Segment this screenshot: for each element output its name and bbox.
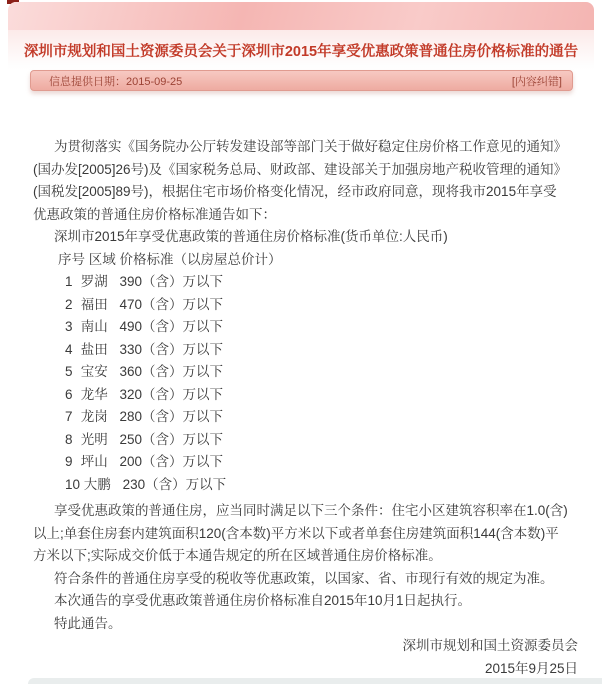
row-price: 490（含）万以下 [119,319,224,334]
table-row [33,451,568,474]
price-table-header: 序号 区域 价格标准（以房屋总价计） [58,251,282,267]
info-bar [30,70,573,91]
row-seq: 3 [65,319,73,334]
row-price: 230（含）万以下 [122,476,227,492]
table-row [33,406,568,429]
row-seq: 6 [65,386,73,402]
notice-card [8,2,594,684]
table-row [33,316,568,339]
table-row [33,339,568,362]
row-district: 大鹏 [83,476,111,492]
row-price: 280（含）万以下 [119,409,224,424]
row-seq: 8 [65,431,73,447]
table-row [33,361,568,384]
row-price: 200（含）万以下 [119,454,224,469]
info-date-value: 2015-09-25 [126,75,183,88]
tax-note: 符合条件的普通住房享受的税收等优惠政策，以国家、省、市现行有效的规定为准。 [54,570,554,586]
row-district: 南山 [80,319,108,334]
header-band [8,2,594,30]
intro-paragraph: 为贯彻落实《国务院办公厅转发建设部等部门关于做好稳定住房价格工作意见的通知》(国办发[2005]26号)及《国家税务总局、财政部、建设部关于加强房地产税收管理的通知》(国税发[2005]89号)，根据住宅市场价格变化情况，经市政府同意，现将我市2015年享受优惠政策的普通住房价格标准通告如下： [33,139,568,222]
issue-date: 2015年9月25日 [484,660,578,676]
row-district: 龙岗 [80,409,108,424]
table-row [33,271,568,294]
content-correction-link[interactable]: [内容纠错] [511,75,562,88]
row-district: 罗湖 [80,274,108,289]
row-seq: 1 [65,274,73,289]
row-district: 光明 [80,431,108,447]
row-seq: 10 [65,476,81,492]
table-row [33,294,568,317]
row-price: 330（含）万以下 [119,341,224,357]
issuer: 深圳市规划和国土资源委员会 [402,638,578,653]
row-district: 坪山 [80,454,108,469]
row-seq: 2 [65,296,73,312]
row-seq: 4 [65,341,73,357]
table-row [33,429,568,452]
page-title: 深圳市规划和国土资源委员会关于深圳市2015年享受优惠政策普通住房价格标准的通告 [23,43,579,60]
info-date [49,73,182,89]
row-district: 龙华 [80,386,108,402]
row-district: 盐田 [80,341,108,357]
standard-title: 深圳市2015年享受优惠政策的普通住房价格标准(货币单位:人民币) [54,229,448,244]
row-price: 250（含）万以下 [119,431,224,447]
row-seq: 9 [65,454,73,469]
table-row [33,474,568,497]
next-section-edge [28,678,602,684]
table-row [33,384,568,407]
row-price: 360（含）万以下 [119,364,224,379]
row-price: 470（含）万以下 [119,296,224,312]
row-price: 320（含）万以下 [119,386,224,402]
row-price: 390（含）万以下 [119,274,224,289]
effective-note: 本次通告的享受优惠政策普通住房价格标准自2015年10月1日起执行。 [54,593,472,608]
price-table [33,271,568,496]
row-seq: 5 [65,364,73,379]
title-area [8,30,594,70]
row-seq: 7 [65,409,73,424]
closing: 特此通告。 [54,615,122,631]
row-district: 福田 [80,296,108,312]
row-district: 宝安 [80,364,108,379]
conditions-paragraph: 享受优惠政策的普通住房，应当同时满足以下三个条件：住宅小区建筑容积率在1.0(含)以上;单套住房套内建筑面积120(含本数)平方米以下或者单套住房建筑面积144(含本数)平方米以下;实际成交价低于本通告规定的所在区域普通住房价格标准。 [33,503,568,563]
notice-body [33,136,578,680]
info-date-label: 信息提供日期： [49,75,126,88]
